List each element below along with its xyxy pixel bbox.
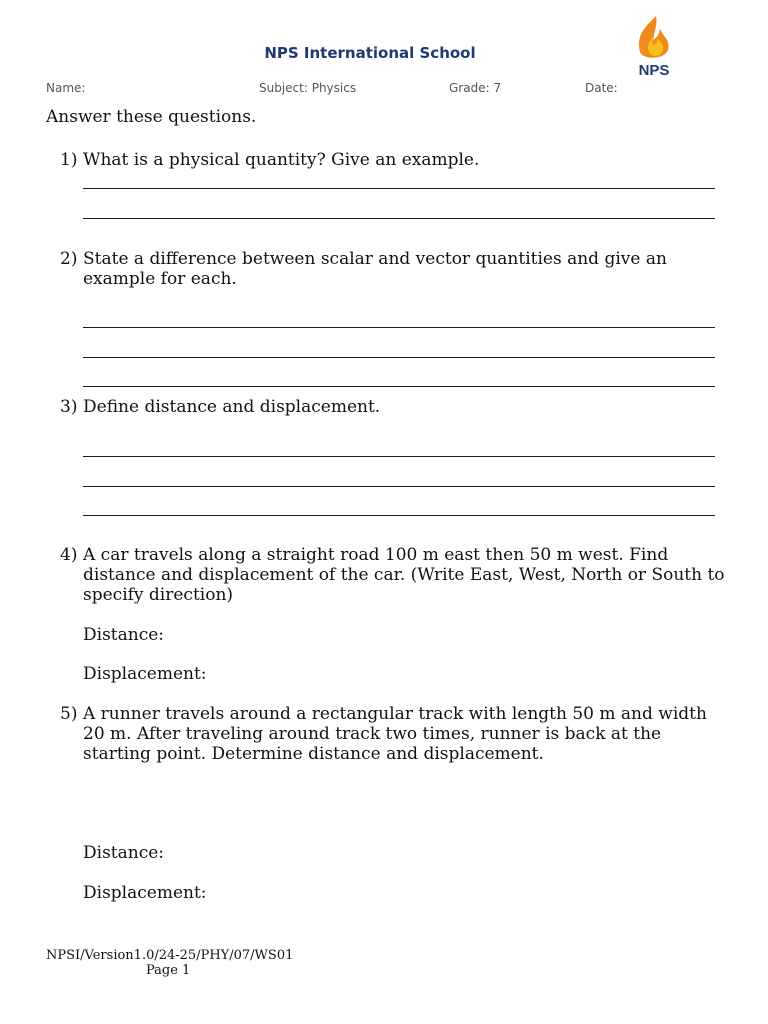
question-text: A runner travels around a rectangular track with length 50 m and width 20 m. After traveling around track two times, runner is back at the starting point. Determine distance and displacement. [83,704,707,764]
school-name: NPS International School [264,44,476,62]
answer-line[interactable] [83,357,715,358]
question-number: 5) [60,704,78,724]
subject-label: Subject: Physics [259,81,357,95]
question-number: 3) [60,397,78,417]
answer-line[interactable] [83,188,715,189]
answer-line[interactable] [83,386,715,387]
question-number: 4) [60,545,78,565]
question-text: A car travels along a straight road 100 m east then 50 m west. Find distance and displacement of the car. (Write East, West, North or South to specify direction) [83,545,725,605]
logo-text: NPS [638,62,670,78]
question-4 [60,545,730,605]
question-number: 2) [60,249,78,269]
question-number: 1) [60,150,78,170]
question-text: Define distance and displacement. [83,397,381,417]
displacement-label: Displacement: [83,664,207,684]
answer-line[interactable] [83,515,715,516]
name-label: Name: [46,81,86,95]
instructions: Answer these questions. [46,107,257,127]
distance-label: Distance: [83,843,165,863]
page-number: Page 1 [146,963,191,978]
flame-icon [626,14,682,78]
question-text: What is a physical quantity? Give an example. [83,150,480,170]
question-1 [60,150,730,170]
question-5 [60,704,730,764]
answer-line[interactable] [83,456,715,457]
answer-line[interactable] [83,486,715,487]
displacement-label: Displacement: [83,883,207,903]
answer-line[interactable] [83,218,715,219]
distance-label: Distance: [83,625,165,645]
school-logo [626,14,682,78]
question-3 [60,397,730,417]
question-text: State a difference between scalar and vector quantities and give an example for each. [83,249,667,289]
question-2 [60,249,730,289]
document-code: NPSI/Version1.0/24-25/PHY/07/WS01 [46,948,294,963]
date-label: Date: [585,81,618,95]
grade-label: Grade: 7 [449,81,502,95]
answer-line[interactable] [83,327,715,328]
